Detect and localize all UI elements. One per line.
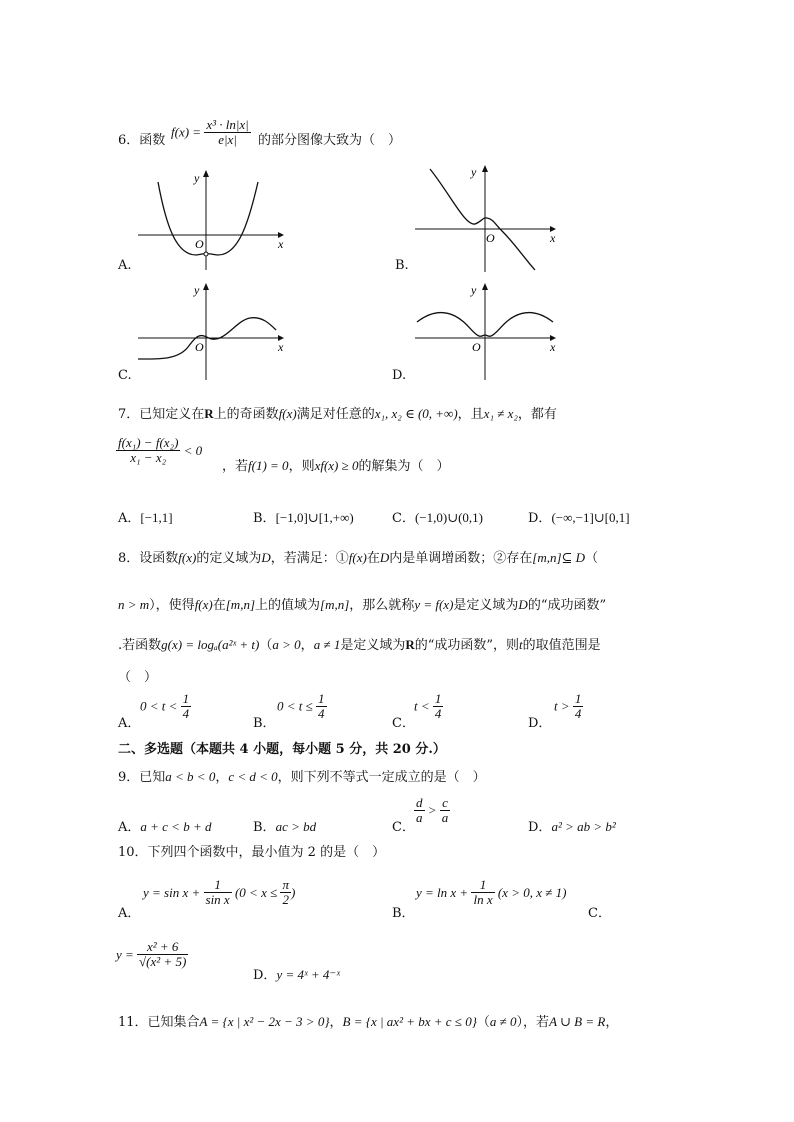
q6-option-b-label: B.: [395, 258, 409, 273]
q8-stem-line4: （ ）: [118, 670, 158, 685]
q6-option-d-label: D.: [392, 368, 407, 383]
q6-stem-tail: 的部分图像大致为（ ）: [258, 133, 402, 148]
svg-text:y: y: [194, 283, 200, 297]
svg-text:y: y: [194, 171, 200, 185]
q10-option-b-label: B．: [392, 906, 415, 921]
q8-option-d-value: t > $\frac{1}{4}$: [554, 691, 582, 721]
q6-graph-a: [138, 170, 288, 270]
q6-graph-b: [415, 164, 565, 274]
q10-option-d: D．y = 4ˣ + 4⁻ˣ: [253, 967, 340, 983]
q9-option-d: D．a² > ab > b²: [528, 819, 616, 835]
q10-option-a-value: y = sin x + $\frac{1}{\text{sin x}}$ (0 < x ≤ $\frac{\pi}{2}$ ): [143, 877, 296, 907]
q9-option-c-value: $\frac{d}{a}$ > $\frac{c}{a}$: [416, 795, 449, 825]
q8-option-d-label: D．: [528, 716, 552, 731]
q7-option-a: A．[−1,1]: [118, 510, 173, 526]
q10-option-c-value: y = $\frac{\text{x² + 6}}{\text{√(x² + 5)}}$: [116, 939, 187, 969]
q8-option-b-label: B．: [253, 716, 276, 731]
q6-function: f(x) = $\frac{\text{x³ · ln|x|}}{e|x|}$: [171, 117, 249, 147]
q8-option-c-label: C．: [392, 716, 415, 731]
q10-option-a-label: A．: [118, 906, 141, 921]
q9-stem: 9．已知a < b < 0，c < d < 0，则下列不等式一定成立的是（ ）: [118, 769, 486, 785]
q7-stem-line1: 7．已知定义在R上的奇函数f(x)满足对任意的x₁, x₂ ∈ (0, +∞)，且x₁ ≠ x₂，都有: [118, 406, 557, 422]
q10-option-c-label: C．: [588, 906, 611, 921]
svg-text:O: O: [195, 340, 204, 354]
q7-option-d: D．(−∞,−1]∪[0,1]: [528, 510, 630, 526]
q8-option-b-value: 0 < t ≤ $\frac{1}{4}$: [277, 691, 325, 721]
svg-text:O: O: [195, 237, 204, 251]
q8-option-a-label: A．: [118, 716, 141, 731]
q8-stem-line2: n > m），使得f(x)在[m,n]上的值域为[m,n]，那么就称y = f(x)是定义域为D的“成功函数”: [118, 597, 607, 613]
q6-function-fraction: $\frac{\text{x³ · ln|x|}}{e|x|}$: [206, 117, 249, 147]
q10-option-b-value: y = ln x + $\frac{1}{\text{ln x}}$ (x > 0, x ≠ 1): [416, 877, 567, 907]
q6-graph-d: [415, 282, 565, 382]
q6-option-a-label: A.: [118, 258, 132, 273]
q6-option-c-label: C.: [118, 368, 132, 383]
q11-stem: 11．已知集合A = {x | x² − 2x − 3 > 0}，B = {x | ax² + bx + c ≤ 0}（a ≠ 0），若A ∪ B = R，: [118, 1014, 619, 1030]
svg-text:y: y: [471, 283, 477, 297]
q9-option-a: A．a + c < b + d: [118, 819, 212, 835]
section-multiple-choice-header: 二、多选题（本题共 4 小题，每小题 5 分，共 20 分.）: [118, 742, 446, 757]
svg-text:x: x: [278, 237, 284, 251]
q10-stem: 10．下列四个函数中，最小值为 2 的是（ ）: [118, 845, 386, 860]
q7-option-c: C．(−1,0)∪(0,1): [392, 510, 483, 526]
q8-stem-line1: 8．设函数f(x)的定义域为D，若满足：①f(x)在D内是单调增函数；②存在[m,n]⊆ D（: [118, 550, 599, 566]
q6-stem-number: 6．函数: [118, 133, 166, 148]
svg-text:O: O: [472, 340, 481, 354]
q8-stem-line3: .若函数g(x) = logₐ(a²ˣ + t)（a > 0，a ≠ 1是定义域为R的“成功函数”，则t的取值范围是: [118, 637, 601, 653]
svg-text:O: O: [486, 231, 495, 245]
svg-text:y: y: [471, 165, 477, 179]
svg-text:x: x: [550, 340, 556, 354]
q6-graph-c: [138, 282, 288, 382]
q7-stem-line2: ，若f(1) = 0，则xf(x) ≥ 0的解集为（ ）: [222, 458, 450, 474]
q8-option-a-value: 0 < t < $\frac{1}{4}$: [140, 691, 190, 721]
q9-option-c-label: C．: [392, 820, 415, 835]
svg-text:x: x: [550, 231, 556, 245]
q9-option-b: B．ac > bd: [253, 819, 317, 835]
q7-option-b: B．[−1,0]∪[1,+∞): [253, 510, 354, 526]
q7-condition-fraction: $\frac{\text{f(x₁) − f(x₂)}}{\text{x₁ − x₂}}$ < 0: [118, 435, 203, 465]
svg-text:x: x: [278, 340, 284, 354]
q8-option-c-value: t < $\frac{1}{4}$: [414, 691, 442, 721]
